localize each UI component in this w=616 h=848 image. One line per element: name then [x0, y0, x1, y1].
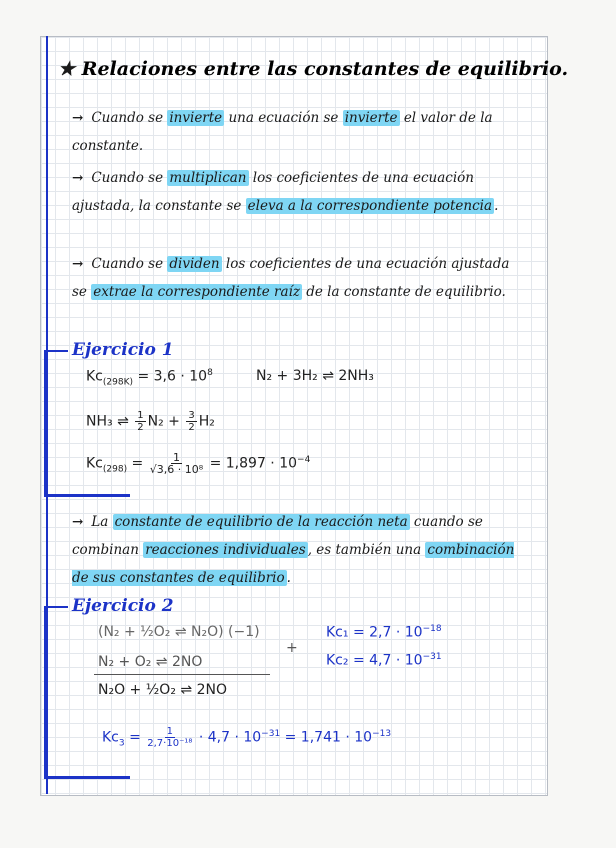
exercise-2-bracket-bottom [44, 776, 130, 779]
ej2-k3-line: $Kc_3$ = $\frac{1}{\text{2,7·10⁻¹⁸}}$ · $4,7 \cdot 10^{-31} = 1,741 \cdot 10^{-13}$ [102, 726, 392, 749]
highlight: invierte [344, 110, 398, 126]
ej1-reaction: N₂ + 3H₂ ⇌ 2NH₃ [256, 368, 374, 384]
ej2-reaction-2: N₂ + O₂ ⇌ 2NO [98, 654, 203, 670]
exercise-1-bracket-bottom [44, 494, 130, 497]
highlight: invierte [169, 110, 223, 126]
highlight: eleva a la correspondiente potencia [247, 198, 493, 214]
sum-line [94, 674, 270, 675]
exercise-2-bracket [44, 606, 47, 778]
highlight: extrae la correspondiente raíz [93, 284, 300, 300]
page-title: ★ Relaciones entre las constantes de equilibrio. [58, 58, 569, 80]
exercise-2-heading: Ejercicio 2 [46, 596, 174, 616]
highlight: reacciones individuales [145, 542, 306, 558]
plus-sign: + [286, 640, 298, 656]
bullet-divide: → Cuando se dividen los coeficientes de una ecuación ajustada se extrae la correspondiente raíz de la constante de equilibrio. [72, 256, 510, 300]
bullet-multiply: → Cuando se multiplican los coeficientes de una ecuación ajustada, la constante se eleva a la correspondiente potencia . [72, 170, 499, 214]
ej1-kc-line: $Kc_{(298K)} = 3,6 \cdot 10^8$ [86, 368, 213, 388]
ej1-kc2-line: $Kc_{(298)}$ = $\frac{1}{\text{√3,6 · 10⁸}}$ = $1,897 \cdot 10^{-4}$ [86, 451, 311, 476]
ej2-k1: $Kc_1 = 2,7 \cdot 10^{-18}$ [326, 624, 442, 641]
ej1-reverse-reaction: NH₃ ⇌ $\frac{1}{2}$ N₂ + $\frac{3}{2}$ H₂ [86, 410, 215, 433]
bullet-combine: → La constante de equilibrio de la reacción neta cuando se combinan reacciones individuales , es también una combinación de sus constantes de equilibrio . [72, 514, 515, 586]
exercise-1-heading: Ejercicio 1 [46, 340, 174, 360]
bullet-invert: → Cuando se invierte una ecuación se invierte el valor de la constante. [72, 110, 493, 154]
highlight: dividen [169, 256, 220, 272]
exercise-1-bracket [44, 350, 47, 496]
highlight: multiplican [169, 170, 247, 186]
ej2-reaction-1: (N₂ + ½O₂ ⇌ N₂O) (−1) [98, 624, 260, 640]
ej2-reaction-net: N₂O + ½O₂ ⇌ 2NO [98, 682, 227, 698]
title-text: Relaciones entre las constantes de equilibrio. [81, 58, 569, 80]
highlight: constante de equilibrio de la reacción neta [114, 514, 408, 530]
ej2-k2: $Kc_2 = 4,7 \cdot 10^{-31}$ [326, 652, 442, 669]
highlight: combinación de sus constantes de equilibrio [72, 542, 515, 586]
